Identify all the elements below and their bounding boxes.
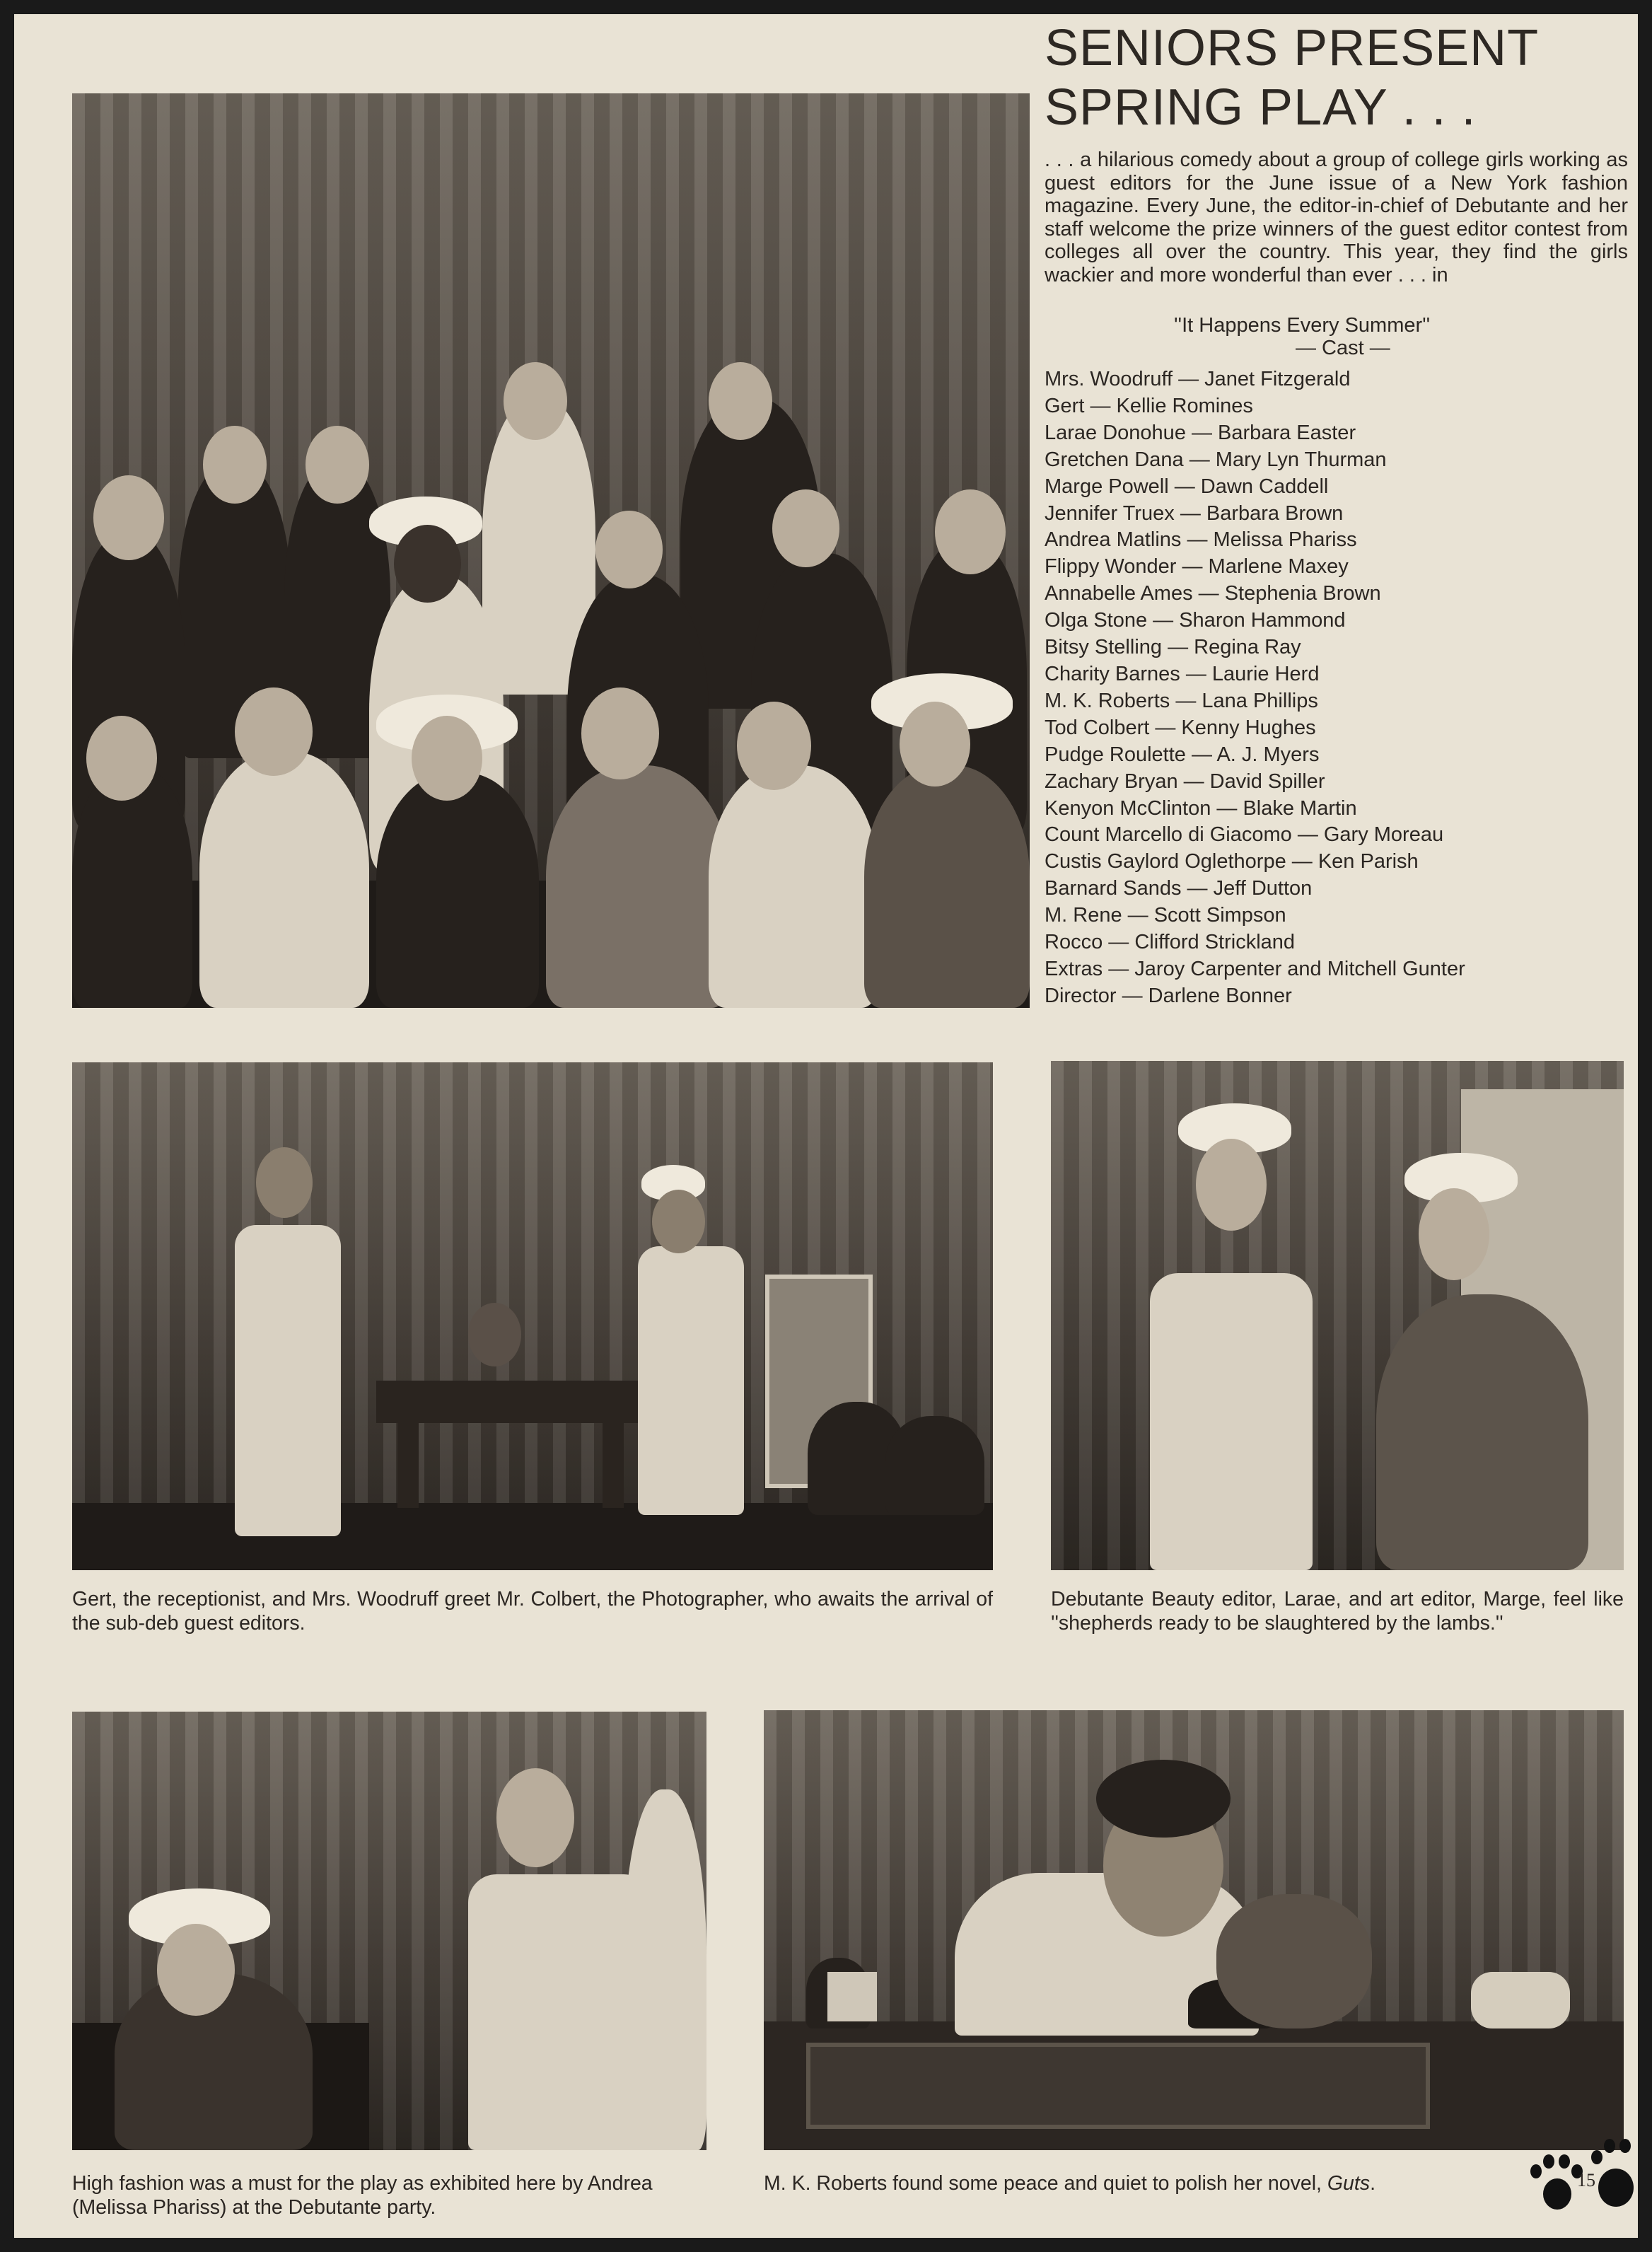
cast-entry: Barnard Sands — Jeff Dutton [1045,877,1313,900]
stage-scene-caption: Gert, the receptionist, and Mrs. Woodruff greet Mr. Colbert, the Photographer, who awaits the arrival of the sub-deb guest editors. [72,1588,993,1635]
editors-caption: Debutante Beauty editor, Larae, and art editor, Marge, feel like ''shepherds ready to be slaughtered by the lambs.'' [1051,1588,1624,1635]
stage-scene-photo [72,1062,993,1570]
cast-group-photo [72,93,1030,1008]
paw-print-icon [1528,2150,1584,2214]
mk-roberts-caption [764,2171,1499,2195]
cast-entry: Andrea Matlins — Melissa Phariss [1045,528,1357,552]
play-title: ''It Happens Every Summer'' [1174,314,1431,337]
yearbook-page [14,14,1638,2238]
cast-entry: Tod Colbert — Kenny Hughes [1045,716,1316,739]
novel-title: Guts [1327,2172,1371,2195]
cast-entry: Larae Donohue — Barbara Easter [1045,421,1356,444]
cast-entry: Marge Powell — Dawn Caddell [1045,475,1329,498]
cast-entry: Rocco — Clifford Strickland [1045,931,1296,954]
intro-line: York fashion magazine. Every June, the editor-in-chief [1045,171,1628,217]
cast-entry: M. K. Roberts — Lana Phillips [1045,689,1318,712]
intro-line: wonderful than ever . . . in [1211,263,1448,286]
cast-entry: Gert — Kellie Romines [1045,394,1253,417]
paw-print-icon [1591,2136,1638,2207]
cast-entry: Count Marcello di Giacomo — Gary Moreau [1045,823,1444,847]
cast-entry: Flippy Wonder — Marlene Maxey [1045,555,1349,579]
cast-entry: Olga Stone — Sharon Hammond [1045,609,1346,632]
editors-photo [1051,1061,1624,1570]
title-line-1: SENIORS PRESENT [1045,20,1540,76]
cast-entry: Kenyon McClinton — Blake Martin [1045,796,1357,820]
cast-entry: Annabelle Ames — Stephenia Brown [1045,582,1381,605]
intro-line: . . . a hilarious comedy about a group of college girls [1045,149,1524,171]
cast-entry: Custis Gaylord Oglethorpe — Ken Parish [1045,850,1419,873]
cast-entry: Gretchen Dana — Mary Lyn Thurman [1045,448,1387,471]
mk-roberts-caption-end: . [1370,2172,1375,2195]
high-fashion-caption: High fashion was a must for the play as exhibited here by Andrea (Melissa Phariss) at the Debutante party. [72,2172,653,2219]
cast-heading: — Cast — [1296,337,1390,359]
cast-entry: Jennifer Truex — Barbara Brown [1045,501,1344,525]
cast-entry: Extras — Jaroy Carpenter and Mitchell Gunter [1045,957,1465,980]
mk-roberts-caption-text: M. K. Roberts found some peace and quiet to polish her novel, [764,2172,1327,2195]
cast-entry: Mrs. Woodruff — Janet Fitzgerald [1045,368,1351,390]
intro-line: of the guest editor contest from colleges all over the [1045,217,1628,263]
cast-list [1045,366,1465,1010]
cast-entry: Charity Barnes — Laurie Herd [1045,662,1320,685]
cast-entry: Zachary Bryan — David Spiller [1045,770,1325,793]
intro-line: working as guest editors for the June issue of a New [1045,149,1628,195]
cast-entry: Bitsy Stelling — Regina Ray [1045,636,1301,659]
high-fashion-photo [72,1712,706,2150]
intro-line: country. This year, they find the girls wackier and more [1045,240,1628,286]
title-line-2: SPRING PLAY . . . [1045,79,1477,136]
cast-entry: Director — Darlene Bonner [1045,984,1292,1007]
intro-paragraph [1045,149,1628,286]
intro-line: of Debutante and her staff welcome the prize winners [1045,195,1629,240]
page-number: 15 [1577,2170,1595,2190]
cast-entry: M. Rene — Scott Simpson [1045,904,1286,927]
cast-entry: Pudge Roulette — A. J. Myers [1045,743,1320,766]
page-title [1045,18,1582,137]
mk-roberts-photo [764,1710,1624,2150]
